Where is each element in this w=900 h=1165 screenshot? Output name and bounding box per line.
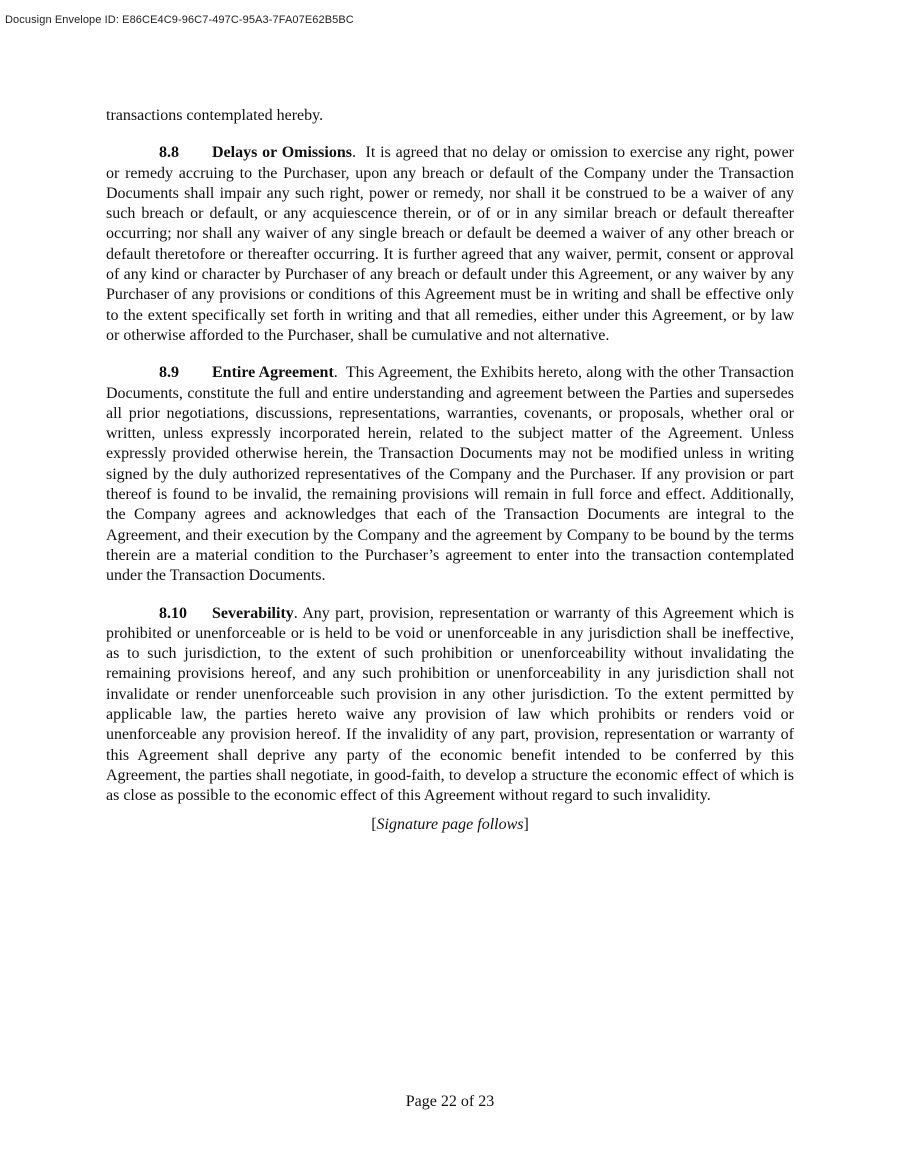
section-number: 8.9	[159, 364, 179, 382]
signature-note-close: ]	[523, 815, 529, 833]
section-title: Severability	[212, 604, 294, 622]
document-body	[106, 106, 794, 835]
signature-note-text: Signature page follows	[376, 815, 524, 833]
section-8-10	[106, 604, 794, 807]
section-title: Delays or Omissions	[212, 144, 352, 162]
section-separator: .	[351, 144, 366, 162]
section-body: Any part, provision, representation or warranty of this Agreement which is prohibited or unenforceable or is held to be void or unenforceable in any jurisdiction shall be ineffective, as to such jurisdiction, to the extent of such prohibition or unenforceability without invalidating the remaining provisions hereof, and any such prohibition or unenforceability in any jurisdiction shall not invalidate or render unenforceable such provision in any other jurisdiction. To the extent permitted by applicable law, the parties hereto waive any provision of law which prohibits or renders void or unenforceable any provision hereof. If the invalidity of any part, provision, representation or warranty of this Agreement shall deprive any party of the economic benefit intended to be conferred by this Agreement, the parties shall negotiate, in good-faith, to develop a structure the economic effect of which is as close as possible to the economic effect of this Agreement without regard to such invalidity.	[106, 604, 794, 805]
opening-fragment: transactions contemplated hereby.	[106, 107, 324, 124]
section-separator: .	[293, 604, 303, 622]
docusign-envelope-id: Docusign Envelope ID: E86CE4C9-96C7-497C-95A3-7FA07E62B5BC	[5, 14, 354, 26]
section-number: 8.10	[159, 604, 187, 622]
section-title: Entire Agreement	[212, 364, 334, 382]
signature-page-note	[106, 815, 794, 835]
section-8-8	[106, 143, 794, 346]
page-number-footer: Page 22 of 23	[405, 1093, 495, 1110]
section-separator: .	[333, 364, 346, 382]
section-number: 8.8	[159, 144, 179, 162]
signature-note-open: [	[371, 815, 377, 833]
section-8-9	[106, 363, 794, 586]
section-body: This Agreement, the Exhibits hereto, along with the other Transaction Documents, constitute the full and entire understanding and agreement between the Parties and supersedes all prior negotiations, discussions, representations, warranties, covenants, or proposals, whether oral or written, unless expressly incorporated herein, related to the subject matter of the Agreement. Unless expressly provided otherwise herein, the Transaction Documents may not be modified unless in writing signed by the duly authorized representatives of the Company and the Purchaser. If any provision or part thereof is found to be invalid, the remaining provisions will remain in full force and effect. Additionally, the Company agrees and acknowledges that each of the Transaction Documents are integral to the Agreement, and their execution by the Company and the agreement by Company to be bound by the terms therein are a material condition to the Purchaser’s agreement to enter into the transaction contemplated under the Transaction Documents.	[106, 364, 794, 585]
section-body: It is agreed that no delay or omission to exercise any right, power or remedy accruing to the Purchaser, upon any breach or default of the Company under the Transaction Documents shall impair any such right, power or remedy, nor shall it be construed to be a waiver of any such breach or default, or any acquiescence therein, or of or in any similar breach or default thereafter occurring; nor shall any waiver of any single breach or default be deemed a waiver of any other breach or default theretofore or thereafter occurring. It is further agreed that any waiver, permit, consent or approval of any kind or character by Purchaser of any breach or default under this Agreement, or any waiver by any Purchaser of any provisions or conditions of this Agreement must be in writing and shall be effective only to the extent specifically set forth in writing and that all remedies, either under this Agreement, or by law or otherwise afforded to the Purchaser, shall be cumulative and not alternative.	[106, 144, 794, 344]
